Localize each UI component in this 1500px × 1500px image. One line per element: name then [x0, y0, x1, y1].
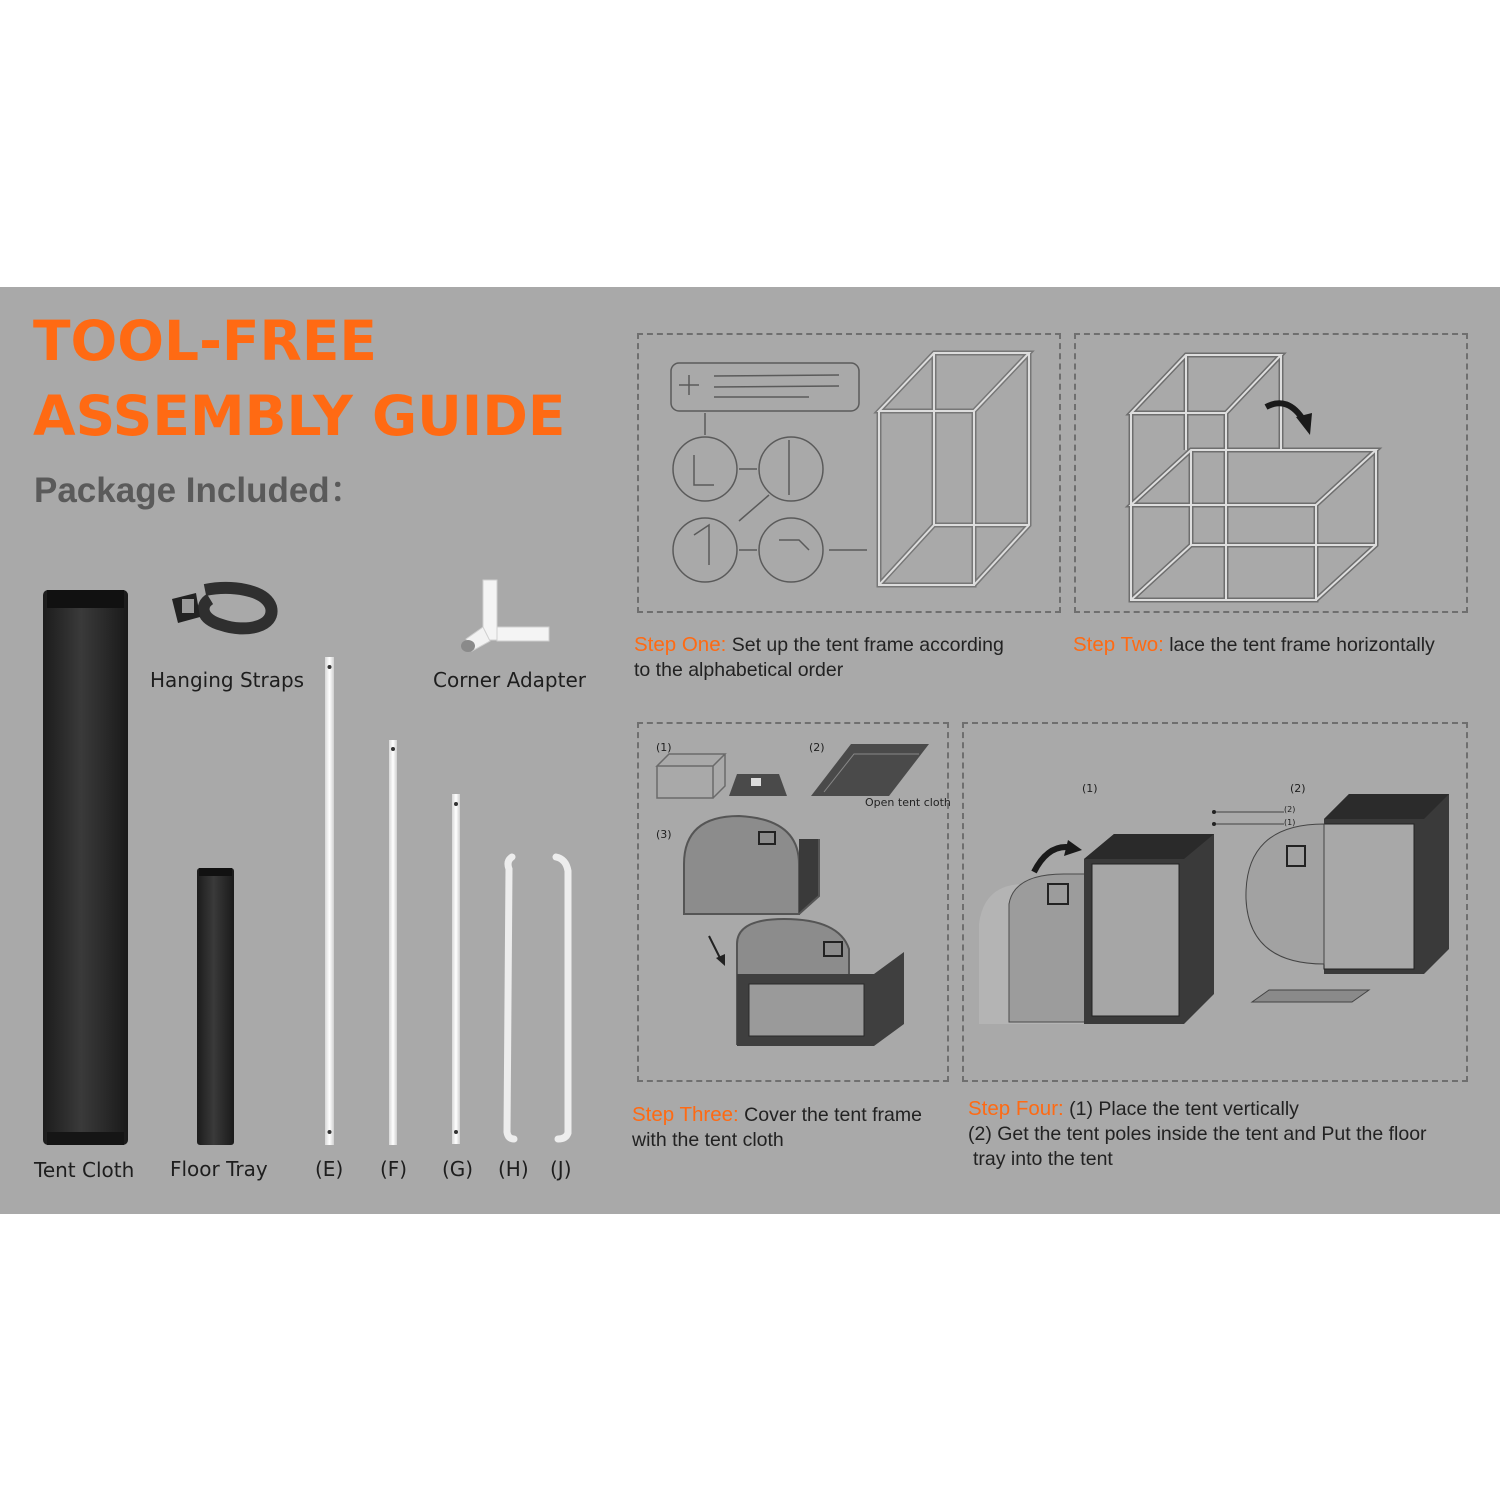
hanging-straps-image: [172, 588, 272, 628]
pole-j: [556, 857, 568, 1139]
step-three-sub-2: (2): [809, 741, 825, 754]
tent-cloth-label: Tent Cloth: [34, 1158, 135, 1182]
step-two-frame-illustration: [1076, 335, 1466, 611]
tent-cloth-roll: [43, 590, 128, 1145]
step-four-upright-illustration: [964, 724, 1466, 1080]
step-two-caption: [1073, 632, 1435, 658]
step-four-diagram: [962, 722, 1468, 1082]
step-one-frame-illustration: [639, 335, 1059, 611]
guide-panel: [0, 287, 1500, 1214]
step-three-sub-1: (1): [656, 741, 672, 754]
step-four-mini-2: (2): [1284, 805, 1296, 814]
step-four-mini-1: (1): [1284, 818, 1296, 827]
step-four-text-line-1: (1) Place the tent vertically: [1069, 1098, 1299, 1120]
open-tent-cloth-label: Open tent cloth: [865, 796, 951, 809]
pole-e: [325, 657, 334, 1145]
step-two-text-line-1: lace the tent frame horizontally: [1169, 634, 1435, 656]
corner-adapter-image: [461, 580, 549, 652]
title-line-2: ASSEMBLY GUIDE: [33, 384, 566, 448]
pole-h: [507, 857, 514, 1139]
step-one-title: Step One:: [634, 633, 727, 656]
step-four-sub-1: (1): [1082, 782, 1098, 795]
step-two-title: Step Two:: [1073, 633, 1164, 656]
title-line-1: TOOL-FREE: [33, 309, 377, 373]
pole-j-label: (J): [550, 1157, 572, 1181]
package-included-label: Package Included：: [34, 471, 365, 510]
package-illustration: [0, 287, 600, 1214]
step-four-sub-2: (2): [1290, 782, 1306, 795]
step-one-text-line-2: to the alphabetical order: [634, 659, 844, 681]
floor-tray-roll: [197, 868, 234, 1145]
hanging-straps-label: Hanging Straps: [150, 668, 305, 692]
step-three-title: Step Three:: [632, 1103, 739, 1126]
step-one-caption: [634, 632, 1004, 683]
floor-tray-label: Floor Tray: [170, 1157, 268, 1181]
step-three-sub-3: (3): [656, 828, 672, 841]
corner-adapter-label: Corner Adapter: [433, 668, 586, 692]
step-four-text-line-2: (2) Get the tent poles inside the tent and Put the floor: [968, 1123, 1427, 1145]
pole-g-label: (G): [442, 1157, 474, 1181]
step-three-text-line-1: Cover the tent frame: [744, 1104, 922, 1126]
step-one-text-line-1: Set up the tent frame according: [731, 634, 1004, 656]
step-three-caption: [632, 1102, 922, 1153]
pole-f: [389, 740, 397, 1145]
pole-h-label: (H): [498, 1157, 529, 1181]
step-four-text-line-3: tray into the tent: [973, 1148, 1113, 1170]
step-one-diagram: [637, 333, 1061, 613]
pole-e-label: (E): [315, 1157, 344, 1181]
step-three-cover-illustration: [639, 724, 947, 1080]
step-three-text-line-2: with the tent cloth: [632, 1129, 784, 1151]
pole-f-label: (F): [380, 1157, 408, 1181]
step-four-caption: [968, 1096, 1427, 1172]
step-three-diagram: [637, 722, 949, 1082]
pole-g: [452, 794, 460, 1144]
step-four-title: Step Four:: [968, 1097, 1064, 1120]
step-two-diagram: [1074, 333, 1468, 613]
